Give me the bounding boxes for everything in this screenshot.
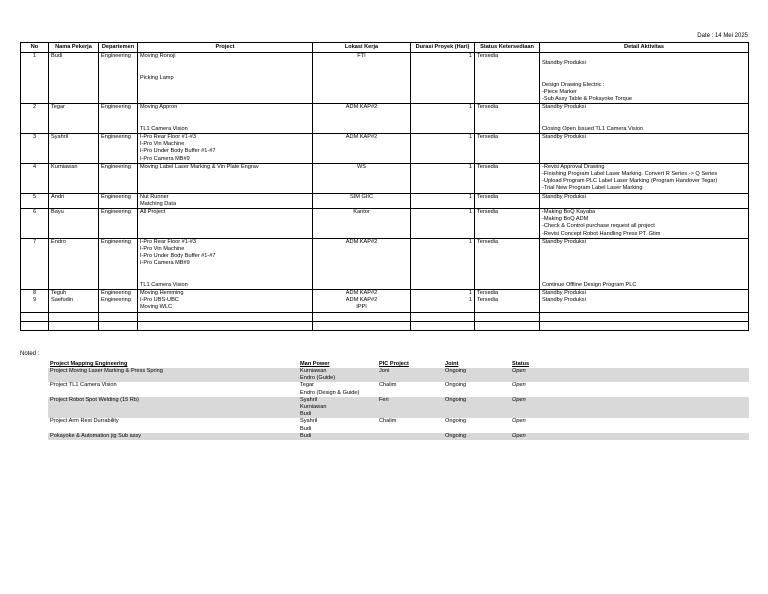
detail-line (542, 253, 746, 260)
header-lokasi-kerja: Lokasi Kerja (313, 43, 411, 53)
pic-cell (377, 433, 443, 440)
lokasi-line: ADM KAP#2 (345, 238, 378, 245)
no-cell: 4 (21, 163, 49, 193)
detail-cell (540, 104, 749, 134)
detail-line: Standby Produksi (542, 134, 586, 141)
lokasi-cell (313, 134, 411, 164)
dept-cell: Engineering (99, 104, 138, 134)
lokasi-cell (313, 53, 411, 104)
detail-line (542, 119, 746, 126)
detail-line: -Upload Program PLC Label Laser Marking (Program Handover Tegar) (542, 178, 718, 185)
project-line (140, 82, 310, 89)
man-power-line: Budi (300, 425, 312, 432)
project-line (140, 89, 310, 96)
status-cell: Open (512, 418, 526, 425)
detail-line (542, 246, 746, 253)
project-cell (138, 163, 313, 193)
detail-line (542, 67, 746, 74)
empty-cell (411, 312, 475, 321)
nama-cell: Syahril (49, 134, 99, 164)
project-line (140, 119, 310, 126)
project-cell (138, 290, 313, 298)
joint-cell: Ongoing (443, 397, 510, 419)
lokasi-cell (313, 163, 411, 193)
nama-cell: Andri (49, 193, 99, 208)
table-row (21, 53, 749, 104)
header-status: Status Ketersediaan (475, 43, 540, 53)
header-project: Project (138, 43, 313, 53)
activity-table (20, 42, 749, 331)
project-line: Matching Data (140, 200, 177, 207)
header-departemen: Departemen (99, 43, 138, 53)
no-cell: 8 (21, 290, 49, 298)
no-cell: 5 (21, 193, 49, 208)
lokasi-cell (313, 104, 411, 134)
detail-cell (540, 297, 749, 312)
detail-line: Standby Produksi (542, 238, 586, 245)
pic-cell: Chalim (379, 382, 397, 389)
detail-line: Design Drawing Electric : (542, 81, 605, 88)
project-line: Moving Label Laser Marking & Vin Plate Engrav (140, 163, 259, 170)
empty-cell (313, 321, 411, 330)
detail-line (542, 112, 746, 119)
project-line: I-Pro Camera MB#9 (140, 260, 190, 267)
pic-cell: Chalim (379, 418, 397, 425)
joint-cell: Ongoing (443, 433, 510, 440)
project-cell (138, 208, 313, 238)
project-line: Picking Lamp (140, 74, 174, 81)
lokasi-line: SIM GIIC (350, 193, 373, 200)
lokasi-line: ADM KAP#2 (345, 134, 378, 141)
detail-line: Standby Produksi (542, 104, 586, 111)
empty-cell (138, 321, 313, 330)
dept-cell: Engineering (99, 238, 138, 289)
table-row (21, 290, 749, 298)
table-row (21, 134, 749, 164)
project-line (140, 267, 310, 274)
detail-line (542, 53, 746, 60)
detail-line (542, 267, 746, 274)
project-cell (138, 238, 313, 289)
man-power-line: Tegar (300, 382, 314, 389)
no-cell: 7 (21, 238, 49, 289)
detail-line: Standby Produksi (542, 297, 586, 304)
project-line: I-Pro Camera MB#9 (140, 155, 190, 162)
project-name-cell: Project Robot Spot Welding (15 Rb) (48, 397, 298, 419)
dept-cell: Engineering (99, 163, 138, 193)
header-status: Status (512, 361, 530, 367)
project-line: I-Pro Under Body Buffer #1-#7 (140, 148, 216, 155)
lokasi-cell (313, 297, 411, 312)
report-date: Date : 14 Mei 2025 (697, 33, 748, 39)
project-line: Moving Appron (140, 104, 178, 111)
project-name-cell: Project Arm Rest Durrability (50, 418, 119, 425)
empty-cell (49, 321, 99, 330)
empty-cell (475, 312, 540, 321)
lokasi-line: ADM KAP#2 (345, 297, 378, 304)
project-line: I-Pro Rear Floor #1-#3 (140, 134, 196, 141)
detail-line: Closing Open Issued TL1 Camera Vision (542, 125, 644, 132)
status-cell: Tersedia (475, 163, 540, 193)
project-cell (138, 297, 313, 312)
lokasi-line: ADM KAP#2 (345, 290, 378, 296)
project-mapping-table (48, 360, 749, 440)
durasi-cell: 1 (411, 163, 475, 193)
man-power-line: Budi (300, 432, 312, 439)
nama-cell: Endro (49, 238, 99, 289)
empty-cell (540, 312, 749, 321)
man-power-cell (298, 382, 377, 396)
status-cell: Tersedia (475, 297, 540, 312)
joint-cell: Ongoing (445, 382, 467, 389)
project-cell (138, 104, 313, 134)
lokasi-line: Kantor (353, 208, 370, 215)
project-line (140, 112, 310, 119)
dept-cell: Engineering (99, 208, 138, 238)
dept-cell: Engineering (99, 297, 138, 312)
header-pic-project: PIC Project (379, 361, 409, 367)
header-joint: Joint (445, 361, 459, 367)
lokasi-cell (313, 290, 411, 298)
man-power-line: Endro (Guide) (300, 375, 336, 382)
status-cell: Tersedia (475, 290, 540, 298)
detail-line: -Trial New Program Label Laser Marking (542, 185, 643, 192)
project-line: I-Pro Vin Machine (140, 245, 185, 252)
project-cell (138, 193, 313, 208)
empty-row (21, 321, 749, 330)
no-cell: 6 (21, 208, 49, 238)
man-power-line: Kurniawan (300, 368, 327, 374)
status-cell: Open (510, 433, 749, 440)
empty-cell (99, 312, 138, 321)
durasi-cell: 1 (411, 290, 475, 298)
man-power-line: Syahril (300, 418, 318, 425)
detail-line: Continue Offline Design Program PLC (542, 281, 637, 288)
project-line: I-Pro Under Body Buffer #1-#7 (140, 253, 216, 260)
durasi-cell: 1 (411, 134, 475, 164)
project-row (48, 382, 749, 396)
dept-cell: Engineering (99, 53, 138, 104)
durasi-cell: 1 (411, 53, 475, 104)
status-cell: Open (510, 397, 749, 419)
status-cell: Tersedia (475, 104, 540, 134)
detail-cell (540, 53, 749, 104)
detail-line: Standby Produksi (542, 193, 586, 200)
detail-cell (540, 208, 749, 238)
joint-cell: Ongoing (445, 418, 467, 425)
dept-cell: Engineering (99, 134, 138, 164)
detail-line: -Revisi Approval Drawing (542, 163, 605, 170)
header-man-power: Man Power (300, 361, 330, 367)
project-line: TL1 Camera Vision (140, 281, 188, 288)
project-name-cell: Pokayoke & Automation jig Sub assy (48, 433, 298, 440)
detail-line (542, 275, 746, 282)
lokasi-line: ADM KAP#2 (345, 104, 378, 111)
empty-row (21, 312, 749, 321)
empty-cell (21, 321, 49, 330)
empty-cell (21, 312, 49, 321)
table-row (21, 104, 749, 134)
lokasi-line: WS (356, 163, 366, 170)
man-power-cell (298, 433, 377, 440)
man-power-line: Kurniawan (300, 403, 327, 410)
project-line: Moving WLC (140, 304, 173, 311)
durasi-cell: 1 (411, 104, 475, 134)
lokasi-cell (313, 208, 411, 238)
project-row (48, 368, 749, 382)
project-line: Moving Hemming (140, 290, 184, 296)
no-cell: 1 (21, 53, 49, 104)
durasi-cell: 1 (411, 238, 475, 289)
noted-label: Noted : (20, 351, 40, 357)
empty-cell (411, 321, 475, 330)
project-row (48, 418, 749, 432)
detail-cell (540, 238, 749, 289)
lokasi-line: FTI (357, 53, 366, 59)
durasi-cell: 1 (411, 208, 475, 238)
empty-cell (99, 321, 138, 330)
joint-cell: Ongoing (443, 368, 510, 382)
no-cell: 9 (21, 297, 49, 312)
man-power-cell (298, 397, 377, 419)
header-no: No (21, 43, 49, 53)
lokasi-line: IPPI (356, 304, 367, 311)
project-name-cell: Project TL1 Camera Vision (50, 382, 117, 389)
detail-line: -Sub Assy Table & Pokayoke Torque (542, 96, 632, 103)
project-cell (138, 134, 313, 164)
no-cell: 2 (21, 104, 49, 134)
status-cell: Tersedia (475, 134, 540, 164)
detail-cell (540, 290, 749, 298)
detail-line: -Making BoQ ADM (542, 216, 589, 223)
project-line: I-Pro Rear Floor #1-#3 (140, 238, 196, 245)
project-line: All Project (140, 208, 166, 215)
header-detail-aktivitas: Detail Aktivitas (540, 43, 749, 53)
project-header-row (48, 360, 749, 368)
detail-cell (540, 163, 749, 193)
man-power-line: Endro (Design & Guide) (300, 389, 360, 396)
status-cell: Tersedia (475, 238, 540, 289)
status-cell: Open (510, 368, 749, 382)
man-power-line: Budi (300, 411, 312, 418)
nama-cell: Tegar (49, 104, 99, 134)
header-project-mapping: Project Mapping Engineering (50, 361, 128, 367)
project-row (48, 433, 749, 440)
status-cell: Tersedia (475, 53, 540, 104)
status-cell: Tersedia (475, 193, 540, 208)
durasi-cell: 1 (411, 297, 475, 312)
lokasi-cell (313, 238, 411, 289)
empty-cell (313, 312, 411, 321)
project-line (140, 275, 310, 282)
detail-line: Standby Produksi (542, 60, 586, 67)
table-row (21, 238, 749, 289)
detail-line: -Making BoQ Kayaba (542, 208, 596, 215)
detail-line: -Check & Control purchase request all project (542, 223, 655, 230)
man-power-cell (298, 418, 377, 432)
project-line (140, 67, 310, 74)
project-line: I-Pro UBS-UBC (140, 297, 179, 304)
detail-line: Standby Produksi (542, 290, 586, 296)
project-cell (138, 53, 313, 104)
detail-line: -Piece Marker (542, 88, 577, 95)
status-cell: Tersedia (475, 208, 540, 238)
detail-line (542, 75, 746, 82)
nama-cell: Bayu (49, 208, 99, 238)
empty-cell (540, 321, 749, 330)
detail-line: -Finishing Program Label Laser Marking. Convert R Series -> Q Series (542, 171, 718, 177)
detail-cell (540, 134, 749, 164)
table-header-row (21, 43, 749, 53)
detail-cell (540, 193, 749, 208)
detail-line: -Revisi Concept Robot Handling Press PT. Gtim (542, 230, 661, 237)
nama-cell: Teguh (49, 290, 99, 298)
dept-cell: Engineering (99, 193, 138, 208)
project-line: Moving Ronoji (140, 53, 176, 59)
pic-cell: Joni (377, 368, 443, 382)
empty-cell (138, 312, 313, 321)
status-cell: Open (512, 382, 526, 389)
lokasi-cell (313, 193, 411, 208)
dept-cell: Engineering (99, 290, 138, 298)
header-durasi: Durasi Proyek (Hari) (411, 43, 475, 53)
header-nama-pekerja: Nama Pekerja (49, 43, 99, 53)
nama-cell: Kurniawan (49, 163, 99, 193)
table-row (21, 297, 749, 312)
no-cell: 3 (21, 134, 49, 164)
project-line (140, 60, 310, 67)
project-line: I-Pro Vin Machine (140, 141, 185, 148)
nama-cell: Budi (49, 53, 99, 104)
table-row (21, 193, 749, 208)
pic-cell: Feri (377, 397, 443, 419)
table-row (21, 208, 749, 238)
durasi-cell: 1 (411, 193, 475, 208)
empty-cell (475, 321, 540, 330)
project-line: Nut Runner (140, 193, 169, 200)
project-name-cell: Project Moving Laser Marking & Press Spring (48, 368, 298, 382)
nama-cell: Saefudin (49, 297, 99, 312)
project-line: TL1 Camera Vision (140, 125, 188, 132)
project-row (48, 397, 749, 419)
man-power-cell (298, 368, 377, 382)
man-power-line: Syahril (300, 396, 318, 403)
table-row (21, 163, 749, 193)
detail-line (542, 260, 746, 267)
empty-cell (49, 312, 99, 321)
